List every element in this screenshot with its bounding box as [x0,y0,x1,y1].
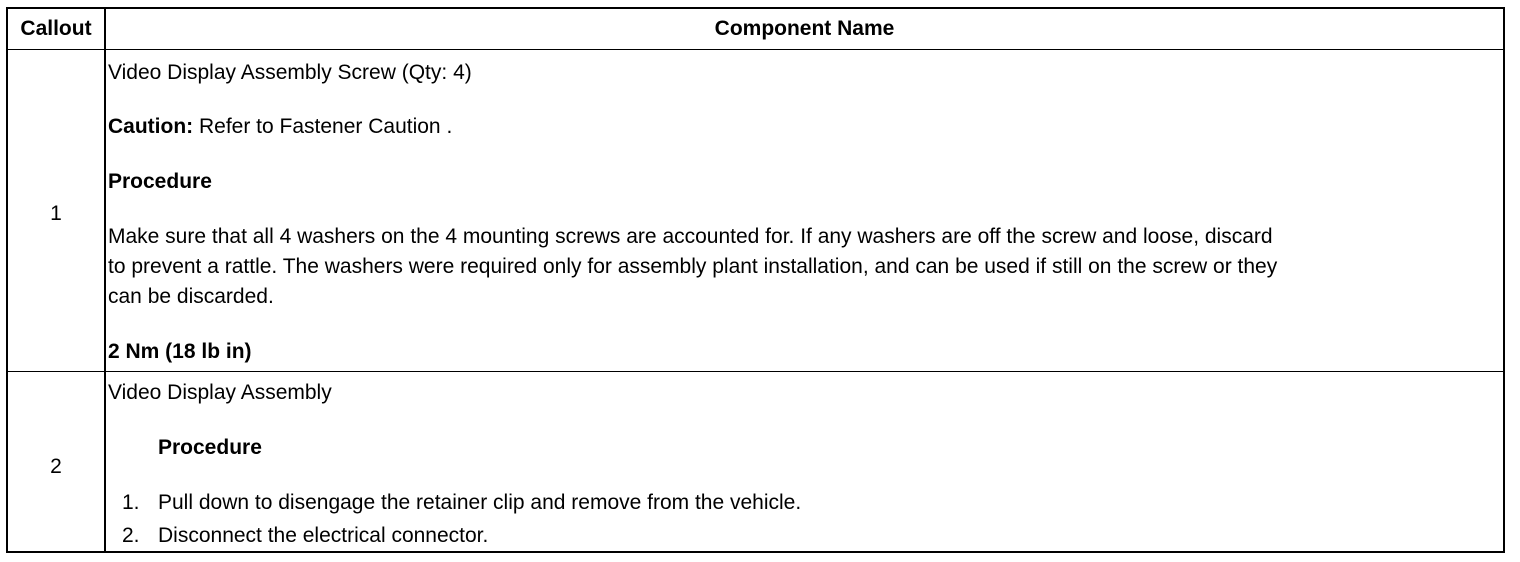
row-1-name: Video Display Assembly Screw (Qty: 4) [108,61,472,84]
row-2-procedure-label: Procedure [158,436,262,459]
row-divider [8,371,1503,372]
row-1-procedure-line-2: to prevent a rattle. The washers were required only for assembly plant installation, and can be used if still on the screw or they [108,255,1278,278]
row-1-procedure-line-3: can be discarded. [108,285,274,308]
row-1-procedure-line-1: Make sure that all 4 washers on the 4 mounting screws are accounted for. If any washers are off the screw and loose, discard [108,225,1273,248]
row-1-procedure-label: Procedure [108,170,212,193]
component-table [6,7,1505,553]
header-component-name: Component Name [714,17,895,40]
step-1-text: Pull down to disengage the retainer clip and remove from the vehicle. [158,491,802,514]
step-1-number: 1. [122,491,140,514]
row-1-caution [108,112,452,142]
header-callout: Callout [20,17,92,40]
step-2-text: Disconnect the electrical connector. [158,524,489,547]
row-2-name: Video Display Assembly [108,381,332,404]
caution-label: Caution: [108,115,194,138]
caution-text: Refer to Fastener Caution . [193,115,453,138]
row-2-callout: 2 [50,455,62,478]
row-1-torque-spec: 2 Nm (18 lb in) [108,340,252,363]
header-divider [8,49,1503,50]
step-2-number: 2. [122,524,140,547]
column-divider [104,9,106,551]
row-1-callout: 1 [50,202,62,225]
